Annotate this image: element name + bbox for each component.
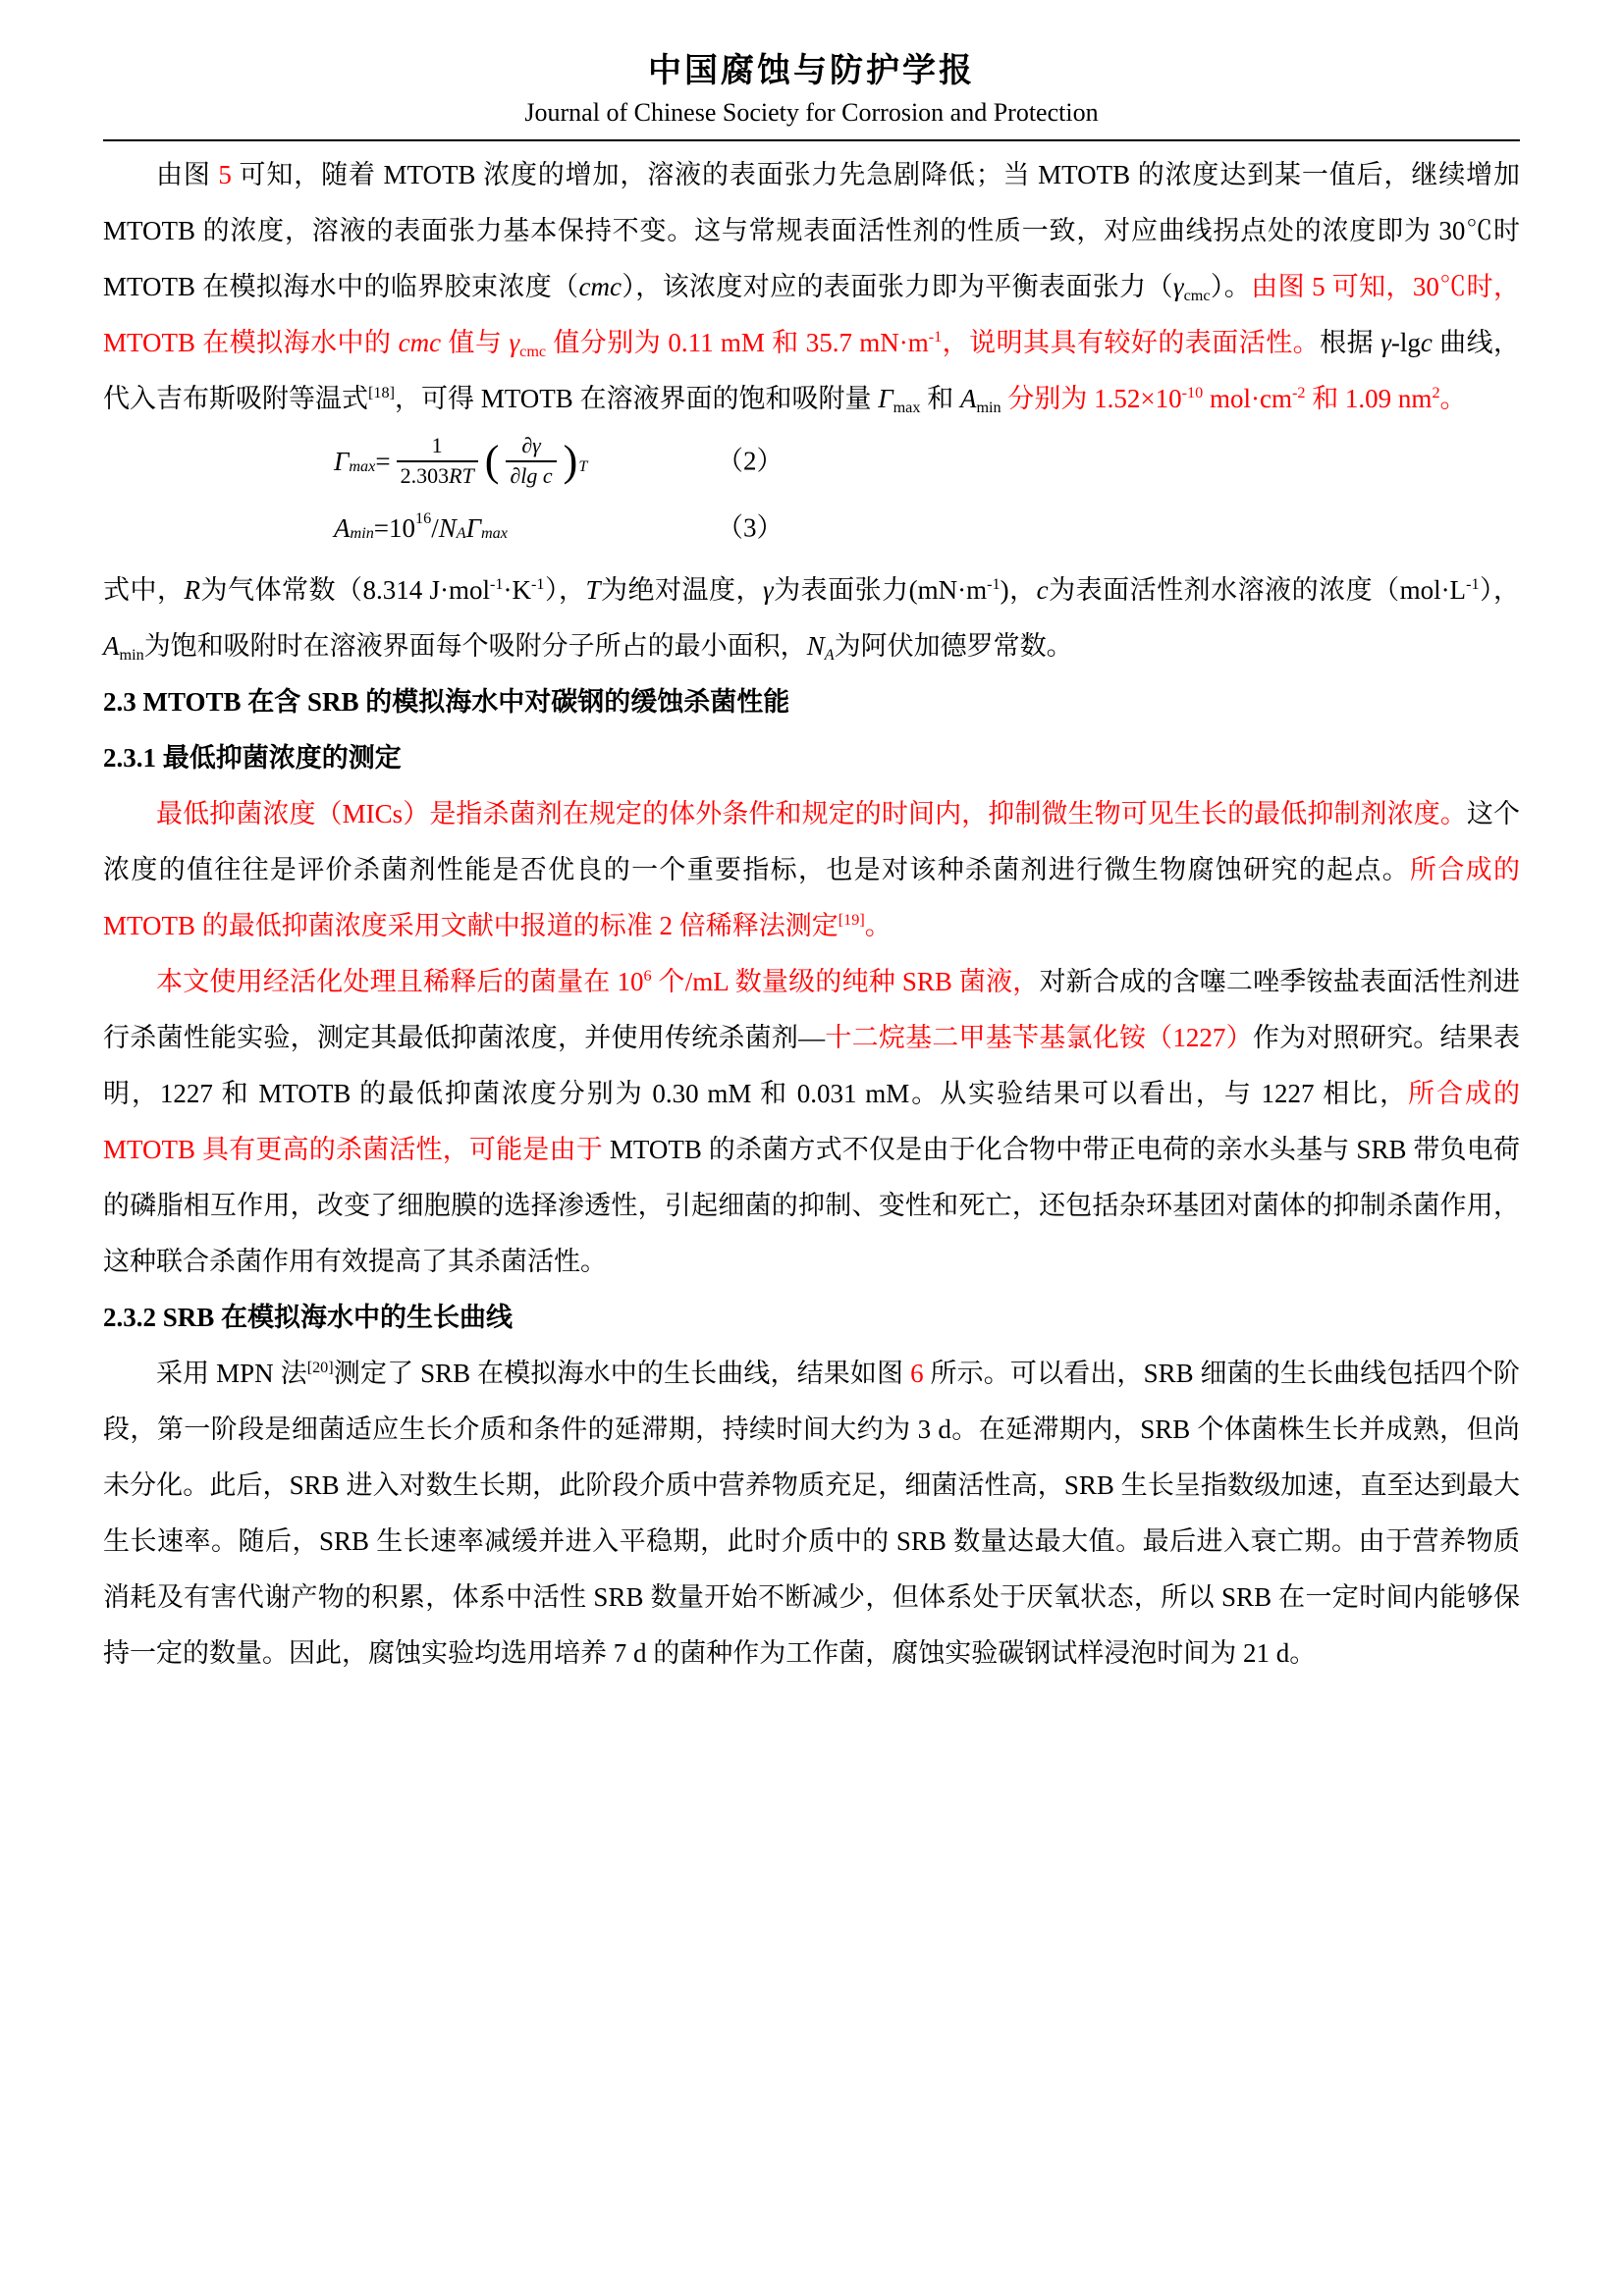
rt-variable: RT <box>449 462 474 488</box>
text-segment: 对新合成的含噻二唑季铵盐表面活性剂进行杀菌性能实验，测定其最低抑菌浓度，并使用传统杀菌剂— <box>103 966 1520 1052</box>
highlighted-text-segment: -1 <box>928 328 943 347</box>
text-segment: 为阿伏加德罗常数。 <box>834 630 1073 661</box>
text-segment: 所示。可以看出，SRB 细菌的生长曲线包括四个阶段，第一阶段是细菌适应生长介质和条件的延滞期，持续时间大约为 3 d。在延滞期内，SRB 个体菌株生长并成熟，但尚未分化。此后，SRB 进入对数生长期，此阶段介质中营养物质充足，细菌活性高，SRB 生长呈指数级加速，直至达到最大生长速率。随后，SRB 生长速率减缓并进入平稳期，此时介质中的 SRB 数量达最大值。最后进入衰亡期。由于营养物质消耗及有害代谢产物的积累，体系中活性 SRB 数量开始不断减少，但体系处于厌氧状态，所以 SRB 在一定时间内能够保持一定的数量。因此，腐蚀实验均选用培养 7 d 的菌种作为工作菌，腐蚀实验碳钢试样浸泡时间为 21 d。 <box>103 1358 1520 1668</box>
fraction-rt <box>397 432 478 490</box>
text-segment: 根据 <box>1320 327 1381 357</box>
highlighted-text-segment: ，说明其具有较好的表面活性。 <box>942 327 1321 357</box>
text-segment: MTOTB 的杀菌方式不仅是由于化合物中带正电荷的亲水头基与 SRB 带负电荷的磷脂相互作用，改变了细胞膜的选择渗透性，引起细菌的抑制、变性和死亡，还包括杂环基团对菌体的抑制杀菌作用，这种联合杀菌作用有效提高了其杀菌活性。 <box>103 1134 1520 1276</box>
equation-number: （2） <box>717 446 784 476</box>
highlighted-text-segment: -2 <box>1291 384 1306 402</box>
equation-gamma-max <box>103 429 1520 494</box>
text-segment: A <box>103 630 120 661</box>
highlighted-text-segment: 值与 <box>441 327 510 357</box>
text-segment: -1 <box>490 575 504 594</box>
equation-formula: A min =10 16 / N A Γ max <box>334 509 508 543</box>
subsection-heading-2-3-1: 2.3.1 最低抑菌浓度的测定 <box>103 742 402 773</box>
journal-header <box>103 51 1520 141</box>
text-segment: R <box>184 574 200 605</box>
text-segment: 由图 <box>156 159 219 189</box>
text-segment: ，可得 MTOTB 在溶液界面的饱和吸附量 <box>394 383 879 413</box>
text-segment: 可知，随着 MTOTB 浓度的增加，溶液的表面张力先急剧降低；当 MTOTB 的浓度达到某一值后，继续增加 MTOTB 的浓度，溶液的表面张力基本保持不变。这与常规表面活性剂的性质一致，对应曲线拐点处的浓度即为 30℃时 MTOTB 在模拟海水中的临界胶束浓度（ <box>103 159 1520 301</box>
text-segment: N <box>806 630 825 661</box>
paragraph-surface-tension <box>103 147 1520 427</box>
highlighted-text-segment: 10 <box>617 966 644 996</box>
text-segment: ）， <box>1479 574 1521 605</box>
text-segment: )， <box>1000 574 1037 605</box>
highlighted-text-segment: cmc <box>519 342 547 360</box>
text-segment: Γ <box>878 383 893 413</box>
text-segment: ）。 <box>1210 271 1252 301</box>
text-segment: 测定了 SRB 在模拟海水中的生长曲线，结果如图 <box>333 1358 911 1388</box>
text-segment: 为绝对温度， <box>600 574 763 605</box>
text-segment: γ <box>1172 271 1184 301</box>
text-segment: 为饱和吸附时在溶液界面每个吸附分子所占的最小面积， <box>143 630 807 661</box>
highlighted-text-segment: [19] <box>838 911 865 930</box>
highlighted-text-segment: 所合成的 MTOTB 的最低抑菌浓度采用文献中报道的标准 2 倍稀释法测定 <box>103 854 1521 940</box>
highlighted-text-segment: 分别为 1.52×10 <box>1007 383 1182 413</box>
equation-number: （3） <box>717 512 784 543</box>
equation-formula: Γ max = $\frac{1}{2.303RT}$ ( $\frac{\partial\gamma}{\text{∂lg c}}$ ) T <box>334 432 587 490</box>
text-segment: c <box>1036 574 1049 605</box>
text-segment: 曲线，代入吉布斯吸附等温式 <box>103 327 1521 413</box>
text-segment: -1 <box>1466 575 1480 594</box>
coefficient: 2.303 <box>400 462 450 488</box>
derivative-numerator: ∂γ <box>521 433 541 458</box>
open-paren: ( <box>484 436 500 485</box>
text-segment: 为气体常数（8.314 J·mol <box>200 574 490 605</box>
fraction-numerator: 1 <box>431 433 443 458</box>
highlighted-text-segment: 最低抑菌浓度（MICs）是指杀菌剂在规定的体外条件和规定的时间内，抑制微生物可见生长的最低抑制剂浓度。 <box>156 798 1467 828</box>
journal-title-en: Journal of Chinese Society for Corrosion and Protection <box>524 97 1099 127</box>
gamma-symbol: Γ <box>465 512 481 543</box>
gamma-symbol: Γ <box>334 446 350 476</box>
highlighted-text-segment: 所合成的 MTOTB 具有更高的杀菌活性，可能是由于 <box>103 1078 1521 1164</box>
fraction-denominator <box>397 460 478 491</box>
subsection-heading-2-3-2: 2.3.2 SRB 在模拟海水中的生长曲线 <box>103 1302 514 1332</box>
text-segment: [20] <box>306 1359 334 1377</box>
paragraph-biocide-experiment <box>103 954 1520 1290</box>
text-segment: 和 <box>920 383 960 413</box>
highlighted-text-segment: 值分别为 0.11 mM 和 35.7 mN·m <box>546 327 929 357</box>
article-body <box>103 147 1520 1682</box>
text-segment: 式中， <box>103 574 185 605</box>
highlighted-text-segment: 6 <box>910 1358 924 1388</box>
text-segment: γ <box>763 574 774 605</box>
text-segment: [18] <box>368 384 395 402</box>
header-divider <box>103 139 1520 141</box>
a-symbol: A <box>334 512 351 543</box>
equation-a-min <box>103 496 1520 561</box>
equals-sign: = <box>375 446 391 476</box>
slash: / <box>431 512 439 543</box>
text-segment: 这个浓度的值往往是评价杀菌剂性能是否优良的一个重要指标，也是对该种杀菌剂进行微生物腐蚀研究的起点。 <box>103 798 1520 884</box>
highlighted-text-segment: 和 1.09 nm <box>1305 383 1433 413</box>
highlighted-text-segment: 。 <box>1439 383 1467 413</box>
text-segment: -1 <box>530 575 545 594</box>
text-segment: 作为对照研究。结果表明，1227 和 MTOTB 的最低抑菌浓度分别为 0.30 mM 和 0.031 mM。从实验结果可以看出，与 1227 相比， <box>103 1022 1521 1108</box>
paragraph-symbol-definitions <box>103 562 1520 674</box>
highlighted-text-segment: 5 <box>218 159 232 189</box>
highlighted-text-segment: 2 <box>1432 384 1440 402</box>
text-segment: min <box>976 398 1001 416</box>
close-paren: ) <box>563 436 578 485</box>
section-heading-2-3: 2.3 MTOTB 在含 SRB 的模拟海水中对碳钢的缓蚀杀菌性能 <box>103 686 790 717</box>
derivative-denominator: ∂lg c <box>506 460 556 491</box>
highlighted-text-segment: 个/mL 数量级的纯种 SRB 菌液， <box>651 966 1040 996</box>
text-segment: ·K <box>503 574 531 605</box>
text-segment: 为表面张力(mN·m <box>773 574 988 605</box>
avogadro-symbol: N <box>438 512 457 543</box>
highlighted-text-segment: -10 <box>1181 384 1204 402</box>
text-segment: A <box>824 645 835 664</box>
highlighted-text-segment: 。 <box>864 910 892 940</box>
text-segment: T <box>585 574 601 605</box>
text-segment: -lg <box>1390 327 1421 357</box>
paragraph-mic-definition <box>103 786 1520 954</box>
text-segment: 采用 MPN 法 <box>156 1358 307 1388</box>
text-segment: γ <box>1380 327 1391 357</box>
text-segment: ）， <box>544 574 586 605</box>
journal-title-zh: 中国腐蚀与防护学报 <box>648 52 975 89</box>
highlighted-text-segment: 本文使用经活化处理且稀释后的菌量在 <box>156 966 618 996</box>
highlighted-text-segment: γ <box>509 327 520 357</box>
highlighted-text-segment: 由图 5 可知，30℃时，MTOTB 在模拟海水中的 <box>103 271 1521 357</box>
highlighted-text-segment: 十二烷基二甲基苄基氯化铵（1227） <box>825 1022 1253 1052</box>
text-segment: A <box>959 383 977 413</box>
highlighted-text-segment: mol·cm <box>1203 383 1292 413</box>
paragraph-srb-growth-curve <box>103 1346 1520 1682</box>
highlighted-text-segment: 6 <box>643 967 652 986</box>
text-segment: ），该浓度对应的表面张力即为平衡表面张力（ <box>621 271 1173 301</box>
highlighted-text-segment: cmc <box>398 327 442 357</box>
text-segment: 为表面活性剂水溶液的浓度（mol·L <box>1048 574 1467 605</box>
equals-base: =10 <box>373 512 416 543</box>
text-segment: c <box>1420 327 1433 357</box>
text-segment: -1 <box>987 575 1001 594</box>
text-segment: cmc <box>1183 286 1211 304</box>
text-segment: min <box>119 645 144 664</box>
fraction-derivative <box>506 432 556 490</box>
text-segment: cmc <box>578 271 622 301</box>
text-segment: max <box>893 398 921 416</box>
